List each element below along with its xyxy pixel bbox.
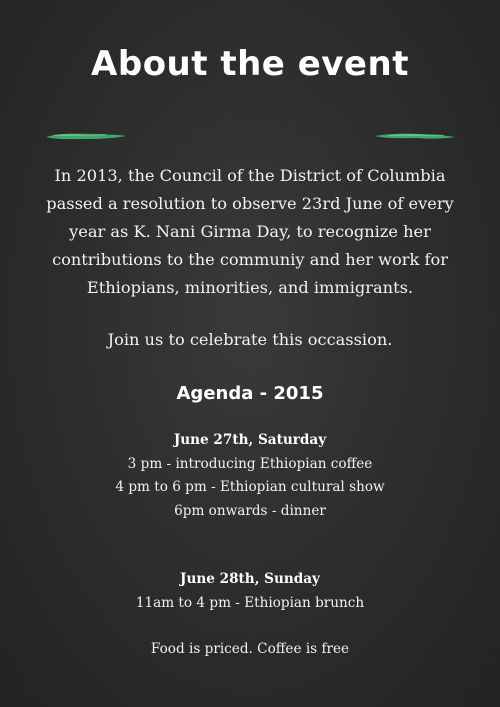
agenda-item: 3 pm - introducing Ethiopian coffee (127, 455, 373, 472)
green-brush-stroke-left (45, 130, 127, 142)
green-brush-stroke-right (374, 130, 456, 142)
pricing-note: Food is priced. Coffee is free (150, 641, 350, 657)
event-description: In 2013, the Council of the District of Columbia passed a resolution to observe 23rd June of every year as K. Nani Girma Day, to recognize her contributions to the communiy and her work for Ethiopians, minorities, and immigrants. (46, 166, 454, 297)
agenda-day-1 (110, 429, 390, 523)
page-title: About the event (91, 44, 409, 84)
agenda-item: 6pm onwards - dinner (174, 502, 326, 519)
join-invitation: Join us to celebrate this occassion. (107, 330, 393, 349)
agenda-item: 4 pm to 6 pm - Ethiopian cultural show (115, 479, 385, 495)
agenda-day-title: June 28th, Sunday (180, 571, 320, 587)
agenda-item: 11am to 4 pm - Ethiopian brunch (135, 594, 365, 611)
agenda-day-title: June 27th, Saturday (173, 432, 327, 448)
agenda-day-2 (110, 568, 390, 615)
agenda-heading: Agenda - 2015 (176, 383, 324, 404)
